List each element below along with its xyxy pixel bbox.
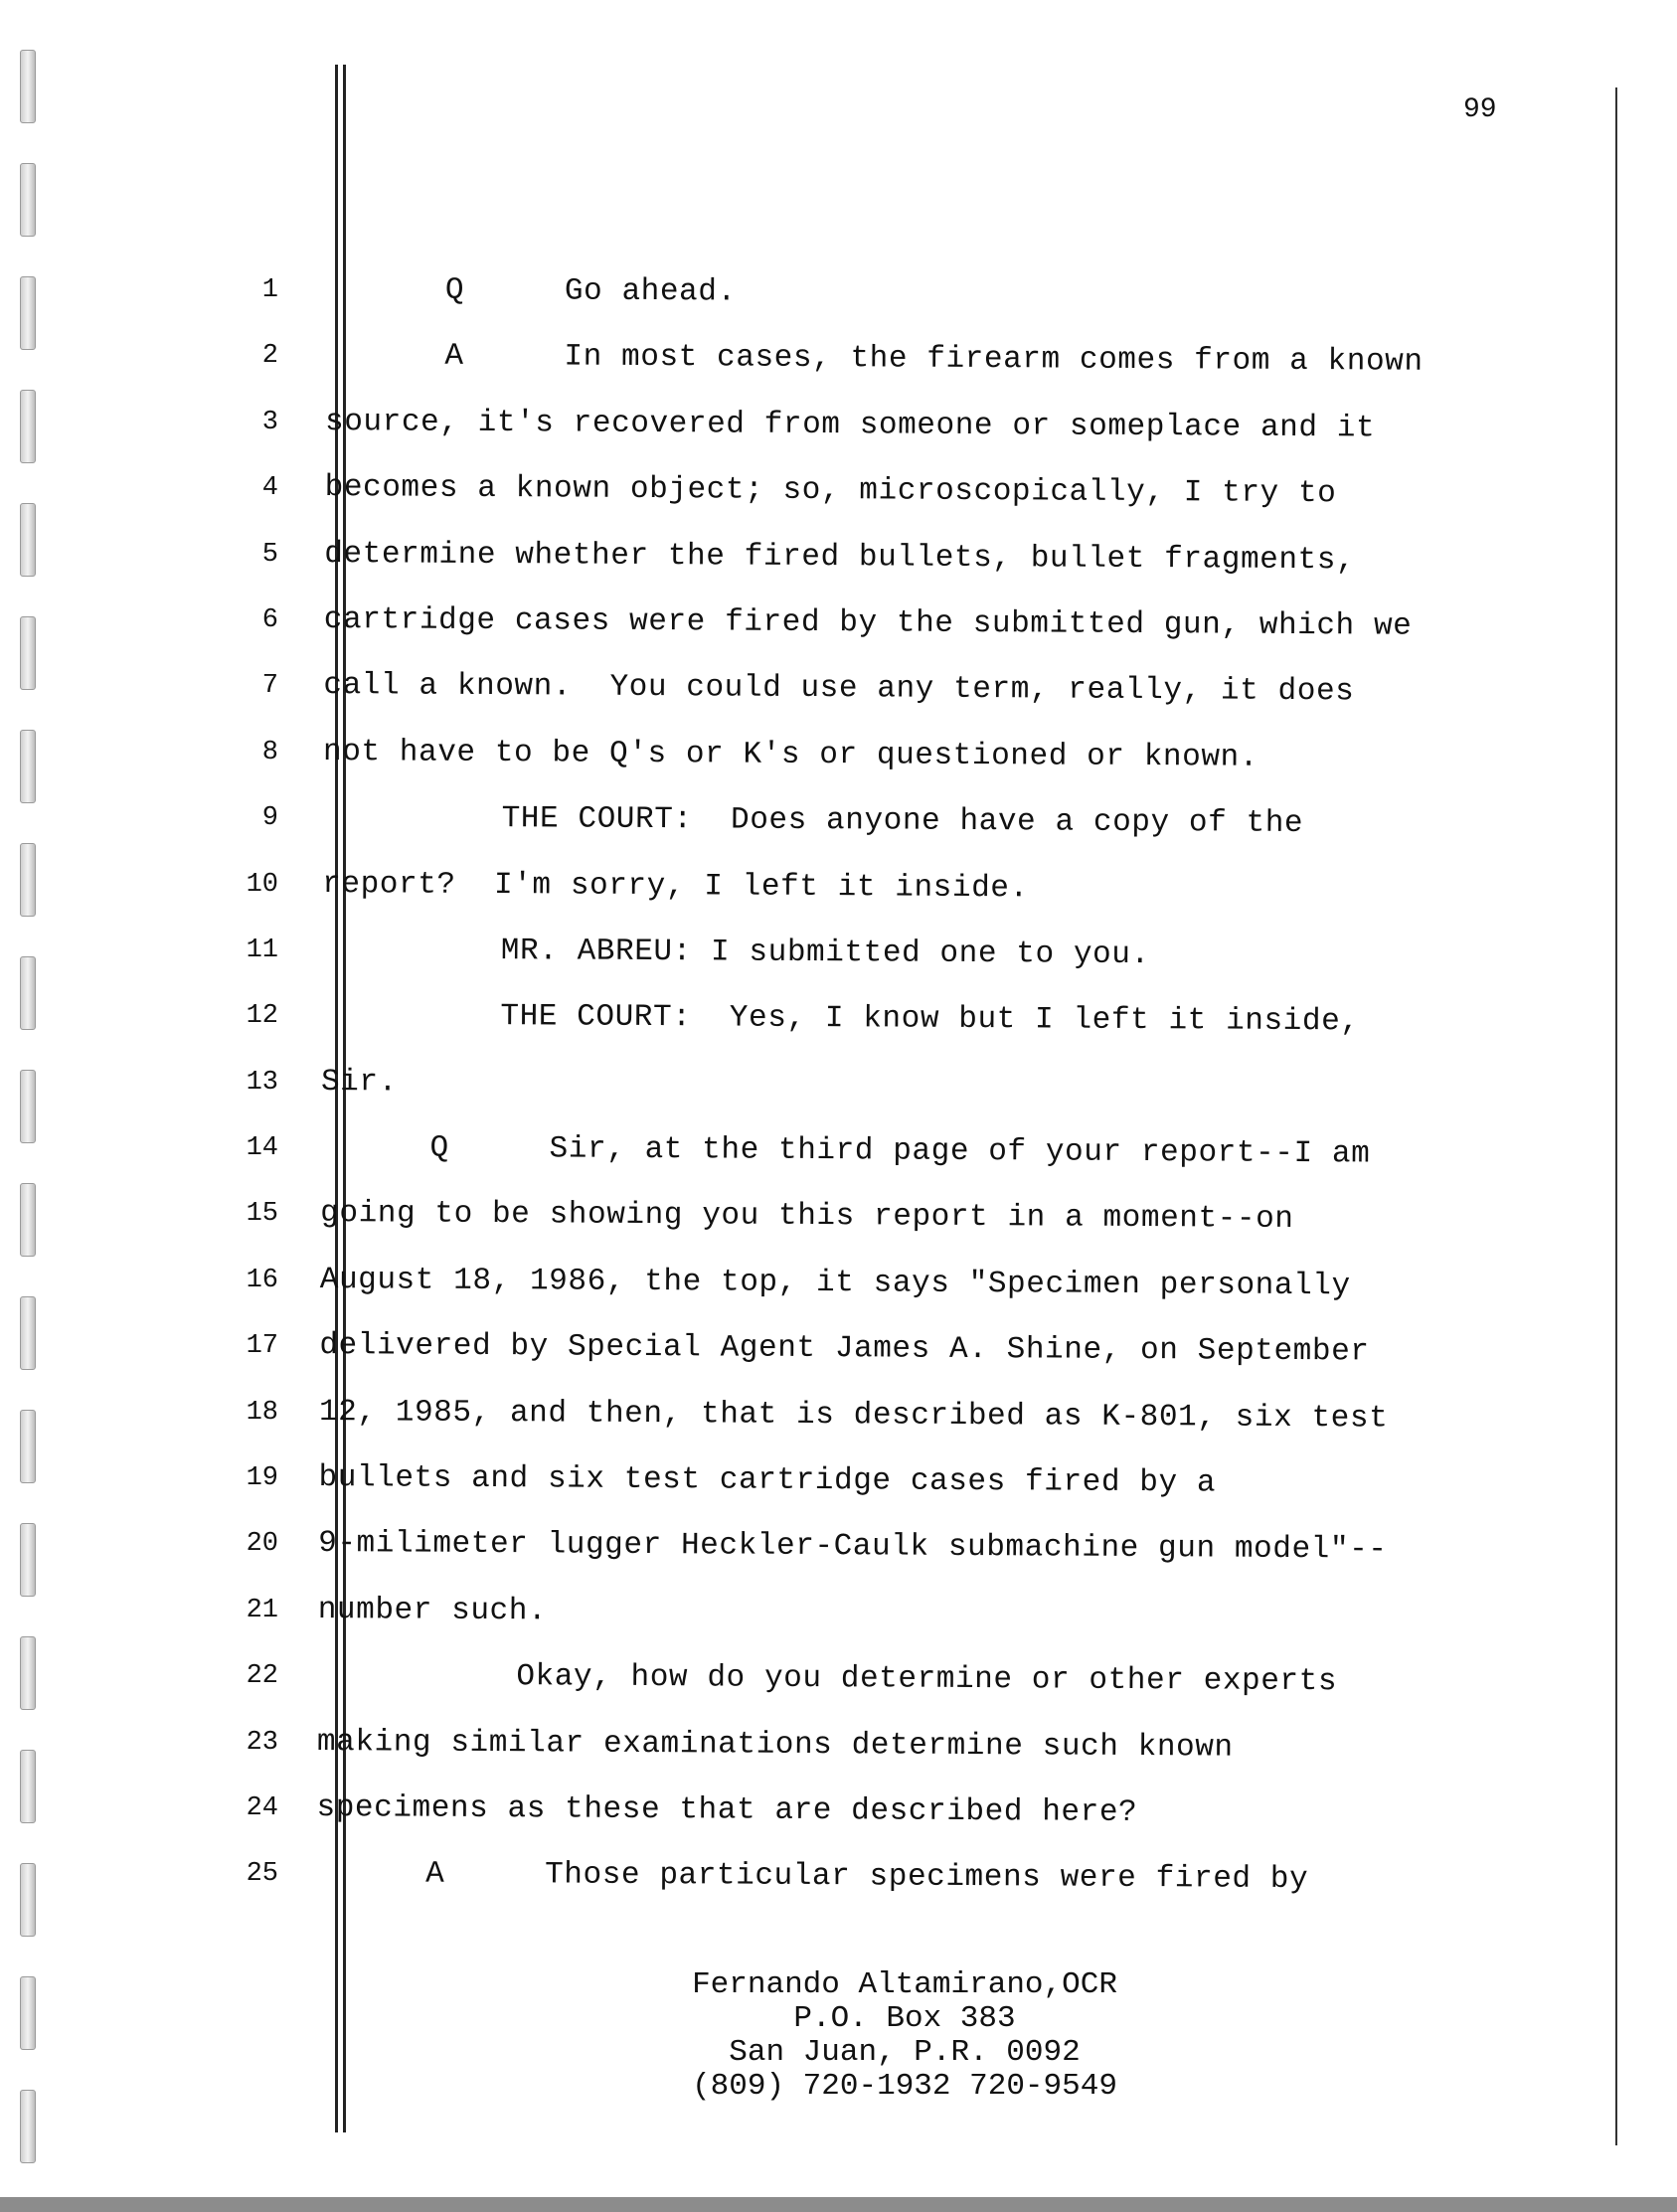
transcript-line xyxy=(324,468,1477,541)
transcript-line xyxy=(320,1261,1473,1333)
line-number: 14 xyxy=(246,1133,278,1164)
line-text: report? I'm sorry, I left it inside. xyxy=(322,866,1029,906)
line-text: cartridge cases were fired by the submitted gun, which we xyxy=(323,601,1413,644)
binder-hole xyxy=(20,1183,36,1257)
line-number: 1 xyxy=(261,275,278,305)
binder-hole xyxy=(20,730,36,803)
transcript-line xyxy=(320,1128,1473,1201)
transcript-line xyxy=(319,1393,1472,1465)
speaker-label: Q xyxy=(429,1130,449,1166)
line-text: delivered by Special Agent James A. Shine, on September xyxy=(319,1328,1370,1370)
line-text: MR. ABREU: I submitted one to you. xyxy=(500,933,1150,972)
transcript-line xyxy=(318,1524,1471,1597)
line-number: 23 xyxy=(246,1727,278,1758)
binder-hole xyxy=(20,50,36,123)
binder-hole xyxy=(20,1070,36,1143)
line-number: 10 xyxy=(246,869,278,900)
transcript-line xyxy=(322,931,1475,1003)
speaker-label: A xyxy=(425,1857,445,1893)
line-text: THE COURT: Yes, I know but I left it inside, xyxy=(500,999,1360,1040)
line-text: 9-milimeter lugger Heckler-Caulk submachine gun model"-- xyxy=(318,1526,1388,1568)
line-number: 13 xyxy=(246,1067,278,1098)
transcript-line xyxy=(321,996,1474,1069)
transcript-line xyxy=(321,1063,1474,1135)
scan-bottom-edge xyxy=(0,2197,1677,2212)
line-number: 11 xyxy=(246,935,278,965)
transcript-line xyxy=(319,1326,1472,1399)
page-number: 99 xyxy=(1463,94,1497,125)
speaker-label: A xyxy=(444,339,464,375)
line-text: bullets and six test cartridge cases fired by a xyxy=(318,1460,1217,1501)
binder-hole xyxy=(20,843,36,917)
line-number: 6 xyxy=(261,604,278,635)
transcript-line xyxy=(317,1591,1470,1663)
transcript-line xyxy=(322,798,1475,871)
transcript-line xyxy=(318,1458,1471,1531)
binder-hole xyxy=(20,163,36,237)
speaker-label: Q xyxy=(444,272,465,308)
transcript-line xyxy=(317,1656,1470,1729)
line-text: Go ahead. xyxy=(564,273,737,310)
line-number: 16 xyxy=(246,1265,278,1295)
line-number: 15 xyxy=(246,1199,278,1230)
transcript-line xyxy=(322,865,1475,937)
transcript-line xyxy=(323,733,1476,805)
line-text: not have to be Q's or K's or questioned or known. xyxy=(322,734,1259,775)
binder-hole xyxy=(20,1296,36,1370)
transcript-line xyxy=(325,403,1478,475)
binder-hole xyxy=(20,1410,36,1483)
line-number: 21 xyxy=(246,1595,278,1625)
line-number: 5 xyxy=(261,539,278,570)
line-number: 22 xyxy=(246,1661,278,1692)
reporter-phone: (809) 720-1932 720-9549 xyxy=(692,2069,1117,2104)
line-text: Those particular specimens were fired by xyxy=(545,1857,1309,1898)
line-text: Okay, how do you determine or other experts xyxy=(516,1659,1338,1700)
transcript-line xyxy=(324,535,1477,607)
transcript-body xyxy=(316,270,1479,1928)
line-text: making similar examinations determine such known xyxy=(316,1724,1234,1766)
line-number: 2 xyxy=(261,341,278,372)
line-text: going to be showing you this report in a moment--on xyxy=(320,1196,1294,1238)
binder-hole xyxy=(20,1750,36,1823)
transcript-line xyxy=(323,666,1476,739)
line-number: 24 xyxy=(246,1792,278,1823)
line-number: 17 xyxy=(246,1331,278,1362)
binder-hole xyxy=(20,1863,36,1937)
line-number: 20 xyxy=(246,1529,278,1560)
line-number: 8 xyxy=(261,737,278,767)
binder-hole xyxy=(20,616,36,690)
line-text: Sir, at the third page of your report--I am xyxy=(549,1131,1371,1172)
binder-hole xyxy=(20,1523,36,1597)
transcript-line xyxy=(320,1194,1473,1267)
line-text: becomes a known object; so, microscopically, I try to xyxy=(324,470,1337,512)
binder-hole xyxy=(20,956,36,1030)
binder-hole xyxy=(20,276,36,350)
binder-holes xyxy=(20,0,42,2212)
line-text: number such. xyxy=(317,1592,548,1629)
line-text: call a known. You could use any term, really, it does xyxy=(323,668,1355,710)
line-text: THE COURT: Does anyone have a copy of the xyxy=(501,801,1304,842)
line-number: 25 xyxy=(246,1859,278,1890)
binder-hole xyxy=(20,503,36,577)
line-text: 12, 1985, and then, that is described as K-801, six test xyxy=(318,1394,1389,1437)
reporter-box: P.O. Box 383 xyxy=(793,2001,1016,2036)
line-text: In most cases, the firearm comes from a known xyxy=(564,339,1424,381)
binder-hole xyxy=(20,2090,36,2163)
reporter-footer xyxy=(557,1968,1253,2104)
transcript-line xyxy=(324,600,1477,673)
transcript-line xyxy=(317,1723,1470,1795)
line-number-column xyxy=(219,270,278,1921)
reporter-city: San Juan, P.R. 0092 xyxy=(729,2035,1081,2070)
reporter-name: Fernando Altamirano,OCR xyxy=(692,1967,1117,2002)
line-text: specimens as these that are described here? xyxy=(316,1789,1138,1830)
line-text: source, it's recovered from someone or someplace and it xyxy=(324,404,1376,446)
line-number: 7 xyxy=(261,671,278,702)
line-text: Sir. xyxy=(320,1064,398,1101)
transcript-line xyxy=(326,270,1479,343)
line-number: 12 xyxy=(246,1001,278,1032)
line-text: determine whether the fired bullets, bullet fragments, xyxy=(324,536,1356,578)
transcript-line xyxy=(325,336,1478,409)
binder-hole xyxy=(20,1636,36,1710)
line-text: August 18, 1986, the top, it says "Specimen personally xyxy=(319,1262,1351,1304)
line-number: 9 xyxy=(261,803,278,834)
transcript-line xyxy=(316,1788,1469,1861)
line-number: 18 xyxy=(246,1397,278,1428)
binder-hole xyxy=(20,1976,36,2050)
right-margin-rule xyxy=(1615,87,1617,2145)
binder-hole xyxy=(20,390,36,463)
transcript-line xyxy=(316,1854,1469,1927)
line-number: 19 xyxy=(246,1463,278,1494)
line-number: 3 xyxy=(261,407,278,437)
line-number: 4 xyxy=(261,473,278,504)
